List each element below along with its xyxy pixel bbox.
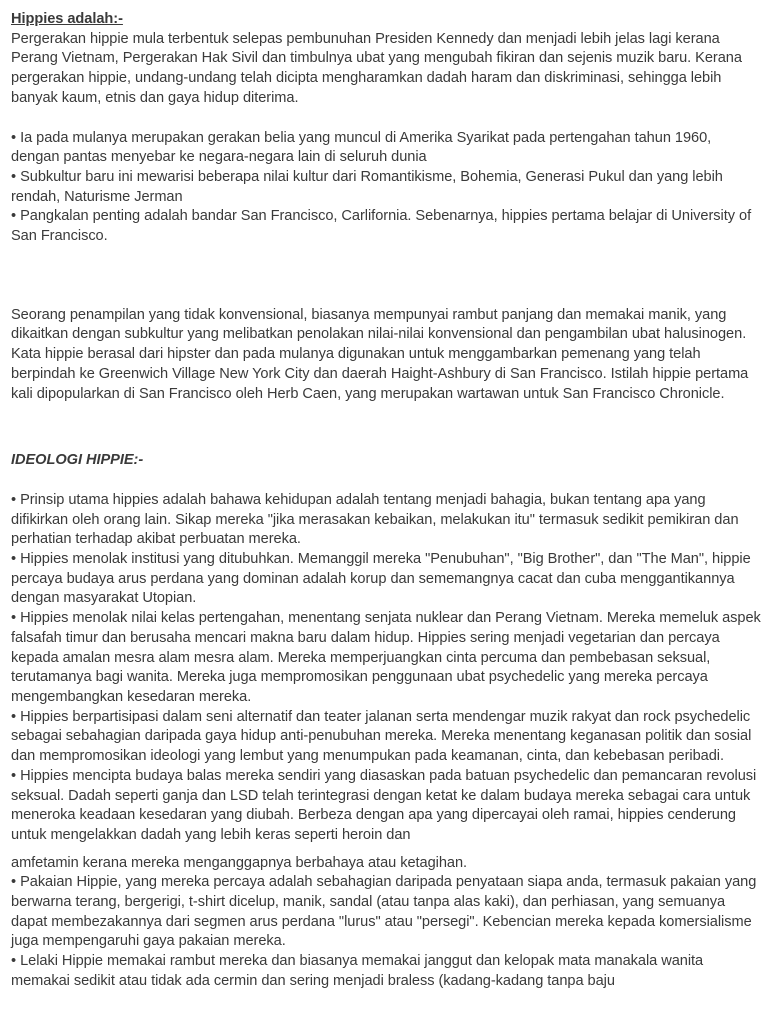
section-heading-ideology: IDEOLOGI HIPPIE:- [11, 452, 144, 469]
list-item: • Subkultur baru ini mewarisi beberapa nilai kultur dari Romantikisme, Bohemia, Generasi Pukul dan yang lebih rendah, Naturisme Jerman [11, 168, 723, 205]
spacer [11, 846, 761, 854]
spacer [11, 471, 761, 491]
ideology-bullet-list [11, 491, 761, 846]
spacer [11, 286, 761, 306]
list-item: • Pakaian Hippie, yang mereka percaya adalah sebahagian daripada penyataan siapa anda, termasuk pakaian yang berwarna terang, bergerigi, t-shirt dicelup, manik, sandal (atau tanpa alas kaki), dan perhiasan, yang semuanya dapat membezakannya dari segmen arus perdana "lurus" atau "persegi". Kebencian mereka kepada komersialisme juga mempengaruhi gaya pakaian mereka. [11, 874, 757, 950]
appearance-paragraph: Seorang penampilan yang tidak konvensional, biasanya mempunyai rambut panjang dan memakai manik, yang dikaitkan dengan subkultur yang melibatkan penolakan nilai-nilai konvensional dan pengambilan ubat halusinogen. [11, 306, 747, 343]
list-item: • Ia pada mulanya merupakan gerakan belia yang muncul di Amerika Syarikat pada pertengahan tahun 1960, dengan pantas menyebar ke negara-negara lain di seluruh dunia [11, 129, 712, 166]
list-item: • Lelaki Hippie memakai rambut mereka dan biasanya memakai janggut dan kelopak mata manakala wanita memakai sedikit atau tidak ada cermin dan sering menjadi braless (kadang-kadang tanpa baju [11, 953, 704, 989]
hippies-bullet-list [11, 129, 761, 247]
list-item: • Hippies menolak nilai kelas pertengahan, menentang senjata nuklear dan Perang Vietnam. Mereka memeluk aspek falsafah timur dan berusaha mencari makna baru dalam hidup. Hippies sering menjadi vegetarian dan percaya kepada amalan mesra alam mesra alam. Mereka memperjuangkan cinta percuma dan pembebasan seksual, terutamanya bagi wanita. Mereka juga mempromosikan penggunaan ubat psychedelic yang mereka percaya mengembangkan kesedaran mereka. [11, 610, 761, 705]
spacer [11, 109, 761, 129]
list-item: • Hippies berpartisipasi dalam seni alternatif dan teater jalanan serta mendengar muzik rakyat dan rock psychedelic sebagai sebahagian daripada gaya hidup anti-penubuhan mereka. Mereka menentang keganasan politik dan sosial dan mempromosikan ideologi yang lembut yang menumpukan pada keamanan, cinta, dan kebebasan peribadi. [11, 708, 752, 765]
section-heading-hippies: Hippies adalah:- [11, 11, 123, 27]
spacer [11, 443, 761, 451]
continuation-text: amfetamin kerana mereka menganggapnya berbahaya atau ketagihan. [11, 854, 468, 871]
intro-paragraph: Pergerakan hippie mula terbentuk selepas pembunuhan Presiden Kennedy dan menjadi lebih jelas lagi kerana Perang Vietnam, Pergerakan Hak Sivil dan timbulnya ubat yang mengubah fikiran dan sejenis muzik baru. Kerana pergerakan hippie, undang-undang telah dicipta mengharamkan dadah haram dan diskriminasi, sehingga lebih banyak kaum, etnis dan gaya hidup diterima. [11, 30, 742, 106]
spacer [11, 247, 761, 286]
list-item: • Hippies menolak institusi yang ditubuhkan. Memanggil mereka "Penubuhan", "Big Brother", dan "The Man", hippie percaya budaya arus perdana yang dominan adalah korup dan sememangnya cacat dan cuba menggantikannya dengan masyarakat Utopian. [11, 551, 751, 607]
etymology-paragraph: Kata hippie berasal dari hipster dan pada mulanya digunakan untuk menggambarkan pemenang yang telah berpindah ke Greenwich Village New York City dan daerah Haight-Ashbury di San Francisco. Istilah hippie pertama kali dipopularkan di San Francisco oleh Herb Caen, yang merupakan wartawan untuk San Francisco Chronicle. [11, 346, 749, 402]
spacer [11, 404, 761, 443]
ideology-bullet-list-continued [11, 873, 761, 991]
list-item: • Hippies mencipta budaya balas mereka sendiri yang diasaskan pada batuan psychedelic dan pemancaran revolusi seksual. Dadah seperti ganja dan LSD telah terintegrasi dengan ketat ke dalam budaya mereka sebagai cara untuk meneroka keadaan kesedaran yang diubah. Berbeza dengan apa yang dipercayai oleh ramai, hippies cenderung untuk mengelakkan dadah yang lebih keras seperti heroin dan [11, 767, 757, 843]
list-item: • Pangkalan penting adalah bandar San Francisco, Carlifornia. Sebenarnya, hippies pertama belajar di University of San Francisco. [11, 208, 752, 245]
document-page [11, 10, 761, 992]
list-item: • Prinsip utama hippies adalah bahawa kehidupan adalah tentang menjadi bahagia, bukan tentang apa yang difikirkan oleh orang lain. Sikap mereka "jika merasakan kebaikan, melakukan itu" termasuk sedikit pemikiran dan perhatian terhadap akibat perbuatan mereka. [11, 491, 739, 548]
